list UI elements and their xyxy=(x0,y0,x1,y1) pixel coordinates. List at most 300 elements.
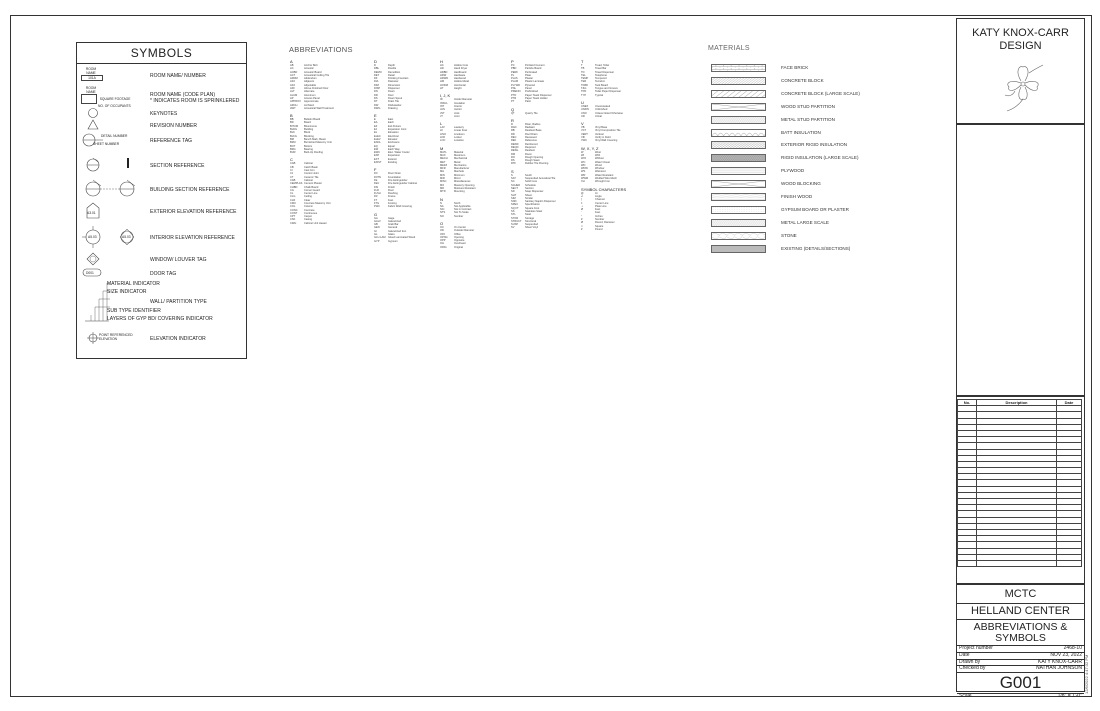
abbreviation-meaning: Not To Scale xyxy=(454,211,469,215)
abbreviation-entry xyxy=(581,139,635,142)
abbreviation-meaning: Approximate xyxy=(304,100,319,104)
material-label: METAL LARGE SCALE xyxy=(781,219,829,225)
abbreviation-code: OC xyxy=(440,225,444,229)
room-number-text: 101A xyxy=(81,75,103,81)
abbreviation-code: STOR xyxy=(511,216,519,220)
symbols-legend xyxy=(76,42,247,359)
abbreviation-meaning: Adjacent xyxy=(304,80,315,84)
abbreviation-code: SAT xyxy=(511,177,516,181)
abbreviation-group-letter: S xyxy=(511,168,514,174)
abbreviation-code: ACT xyxy=(290,73,296,77)
abbreviation-meaning: Equal xyxy=(388,144,395,148)
abbreviation-meaning: Linoleum xyxy=(454,132,465,136)
abbreviation-meaning: Plate xyxy=(525,73,531,77)
abbreviation-meaning: Panel xyxy=(525,87,532,91)
abbreviation-code: NA xyxy=(440,204,444,208)
abbreviation-code: # xyxy=(581,227,583,231)
room-code-label: ROOM NAME (CODE PLAN) xyxy=(150,92,216,98)
abbreviation-code: DS xyxy=(374,96,378,100)
abbreviation-meaning: Cabinet xyxy=(304,162,313,166)
abbreviation-meaning: Cabinet Unit Heater xyxy=(304,221,327,225)
abbreviation-meaning: Suspended xyxy=(525,223,539,227)
abbreviation-meaning: Masonry Opening xyxy=(454,183,475,187)
sheet-number-text: SHEET NUMBER xyxy=(93,142,120,146)
keynote-icon xyxy=(81,107,139,119)
abbreviation-code: OPP xyxy=(440,239,446,243)
abbreviation-meaning: Moisture Resistant xyxy=(454,186,476,190)
abbreviation-code: SUSP xyxy=(511,223,519,227)
abbreviation-code: RAD xyxy=(511,126,517,130)
project-info-value: NATHAN JOHNSON xyxy=(1035,665,1082,672)
abbreviation-code: DISP xyxy=(374,87,381,91)
abbreviation-meaning: Storage xyxy=(525,216,535,220)
abbreviation-meaning: Perforated xyxy=(525,70,538,74)
abbreviation-code: □ xyxy=(581,224,583,228)
abbreviation-meaning: Drawing xyxy=(388,106,398,110)
abbreviation-meaning: Sheet Vinyl xyxy=(525,226,539,230)
material-row xyxy=(709,167,909,177)
size-indicator-label: SIZE INDICATOR xyxy=(107,289,147,295)
abbreviation-code: BUR xyxy=(290,151,296,155)
abbreviation-meaning: Finish xyxy=(388,185,395,189)
abbreviation-code: EA xyxy=(374,121,378,125)
abbreviation-meaning: Overhead xyxy=(454,242,466,246)
abbreviation-code: MO xyxy=(440,183,445,187)
abbreviation-code: TD xyxy=(581,70,585,74)
abbreviation-code: AP xyxy=(290,96,294,100)
abbreviation-meaning: Opening xyxy=(454,235,464,239)
abbreviation-code: PT xyxy=(511,100,515,104)
material-row xyxy=(709,219,909,229)
title-block-blank-area xyxy=(956,124,1085,396)
abbreviation-code: HC xyxy=(440,64,444,67)
flower-logo-icon xyxy=(999,61,1045,113)
material-swatch xyxy=(711,167,766,175)
abbreviation-code: CI xyxy=(290,169,293,173)
material-row xyxy=(709,245,909,255)
abbreviation-code: LF xyxy=(440,129,444,133)
abbreviation-code: CONT xyxy=(290,211,298,215)
material-label: WOOD STUD PARTITION xyxy=(781,103,835,109)
material-row xyxy=(709,180,909,190)
abbreviation-meaning: Reinforced xyxy=(525,142,538,146)
abbreviation-code: UNFIN xyxy=(581,108,589,112)
abbreviation-group-letter: H xyxy=(440,59,443,64)
abbreviation-meaning: Stainless Steel xyxy=(525,209,543,213)
interior-elevation-ref-2: A5.03 xyxy=(122,235,131,239)
abbreviation-meaning: Elevation xyxy=(388,131,399,135)
abbreviation-meaning: Paper Towel Dispenser xyxy=(525,93,552,97)
material-row xyxy=(709,64,909,74)
abbreviation-code: ARCH xyxy=(290,103,298,107)
firm-logo-box xyxy=(956,18,1085,124)
abbreviation-meaning: Bulletin Board xyxy=(304,118,321,122)
abbreviation-meaning: Galvanized xyxy=(388,219,401,223)
door-tag-text: D001 xyxy=(86,271,94,275)
abbreviation-meaning: Inches xyxy=(595,214,603,218)
abbreviation-code: GEN xyxy=(374,226,380,230)
abbreviation-entry xyxy=(440,215,494,218)
abbreviation-meaning: Acoustic xyxy=(304,67,314,71)
abbreviation-code: BM xyxy=(290,137,294,141)
abbreviation-code: MR xyxy=(440,186,445,190)
abbreviation-meaning: Adjustable xyxy=(304,83,317,87)
abbreviation-meaning: Metal xyxy=(454,160,461,164)
abbreviation-group-letter: O xyxy=(440,220,444,226)
abbreviation-code: FR xyxy=(374,195,378,199)
exterior-elevation-ref-text: A3.01 xyxy=(87,211,96,215)
abbreviation-group-letter: T xyxy=(581,59,584,64)
abbreviation-meaning: Concrete xyxy=(304,208,315,212)
room-name-label: ROOM NAME/ NUMBER xyxy=(150,73,206,79)
abbreviation-meaning: Round, Diameter xyxy=(595,221,615,225)
abbreviation-meaning: Rubber Tile Flooring xyxy=(525,162,549,166)
abbreviation-code: QT xyxy=(511,111,515,115)
abbreviation-code: ELEC xyxy=(374,134,381,138)
abbreviation-code: MAX xyxy=(440,153,446,157)
abbreviation-code: LAV xyxy=(440,126,445,130)
abbreviation-entry xyxy=(374,161,428,164)
title-block xyxy=(956,18,1085,700)
scale-label: Scale xyxy=(959,693,972,700)
abbreviation-meaning: Cabinet xyxy=(304,178,313,182)
project-info-box xyxy=(956,584,1085,700)
abbreviation-meaning: Electrical xyxy=(388,134,399,138)
abbreviation-code: SS xyxy=(511,209,515,213)
abbreviation-meaning: Hardwood xyxy=(454,77,466,81)
abbreviation-meaning: Clear xyxy=(304,198,311,202)
abbreviation-code: PBD xyxy=(511,67,517,71)
abbreviation-meaning: Outside Diameter xyxy=(454,229,475,233)
material-swatch xyxy=(711,90,766,98)
abbreviation-meaning: South xyxy=(525,173,532,177)
abbreviation-code: SPEC xyxy=(511,203,519,207)
material-label: GYPSUM BOARD OR PLASTER xyxy=(781,206,849,212)
abbreviation-meaning: Demolition xyxy=(388,70,401,74)
abbreviation-meaning: Linear Feet xyxy=(454,129,468,133)
abbreviation-code: CLR xyxy=(290,198,296,202)
abbreviation-code: WR xyxy=(581,173,586,177)
abbreviation-code: LKR xyxy=(440,136,446,140)
abbreviation-meaning: Carpet xyxy=(304,215,312,219)
abbreviation-code: @ xyxy=(581,191,584,195)
material-label: STONE xyxy=(781,232,797,238)
wall-partition-type-label: WALL/ PARTITION TYPE xyxy=(150,299,207,305)
material-swatch xyxy=(711,193,766,201)
abbreviation-code: E xyxy=(374,118,376,122)
abbreviation-meaning: Center Line xyxy=(595,201,609,205)
abbreviation-code: BLKG xyxy=(290,134,297,138)
abbreviation-code: MECH xyxy=(440,157,448,161)
sub-type-identifier-label: SUB TYPE IDENTIFIER xyxy=(107,308,161,314)
abbreviation-code: LINO xyxy=(440,132,447,136)
project-client: MCTC xyxy=(1004,588,1037,600)
abbreviation-meaning: Hand Dryer xyxy=(454,67,468,71)
revision-triangle-icon xyxy=(81,119,139,131)
abbreviation-code: LOC xyxy=(440,139,446,143)
abbreviation-code: EJ xyxy=(374,128,378,132)
abbreviation-meaning: Hollow Metal xyxy=(454,80,469,84)
abbreviation-meaning: Particle Board xyxy=(525,67,542,71)
abbreviation-meaning: Toilet Paper Dispenser xyxy=(595,90,622,94)
abbreviation-code: AC xyxy=(290,67,294,71)
abbreviation-meaning: Column xyxy=(304,205,313,209)
abbreviation-meaning: Similar xyxy=(525,196,533,200)
abbreviation-code: BLDG xyxy=(290,128,298,132)
abbreviation-group-letter: I, J, K xyxy=(440,93,451,99)
abbreviation-code: AWT xyxy=(290,106,296,110)
exterior-elevation-label: EXTERIOR ELEVATION REFERENCE xyxy=(150,209,237,215)
abbreviation-code: PREFIN xyxy=(511,90,521,94)
abbreviation-code: SD xyxy=(511,190,515,194)
abbreviation-meaning: Ceramic Tile xyxy=(304,175,319,179)
abbreviation-meaning: Room xyxy=(525,152,532,156)
abbreviation-code: OD xyxy=(440,229,444,233)
abbreviation-meaning: Joist xyxy=(454,111,460,115)
plot-timestamp: 12/6/2022 4:47:32 PM xyxy=(1084,654,1089,694)
abbreviation-meaning: Solid Core xyxy=(525,180,538,184)
abbreviation-code: FTG xyxy=(374,201,380,205)
abbreviation-code: EXIST xyxy=(374,161,382,165)
abbreviation-code: REQD xyxy=(511,145,519,149)
abbreviation-meaning: Bearing xyxy=(304,147,313,151)
abbreviation-entry xyxy=(511,112,565,115)
abbreviation-code: PL xyxy=(511,73,515,77)
abbreviation-meaning: Section xyxy=(525,186,534,190)
abbreviation-meaning: Drinking Fountain xyxy=(388,77,409,81)
abbreviation-meaning: Manhole xyxy=(454,170,464,174)
abbreviation-meaning: Down xyxy=(388,90,395,94)
elevation-indicator-label: ELEVATION INDICATOR xyxy=(150,336,206,342)
abbreviation-code: SHT xyxy=(511,193,517,197)
scale-row xyxy=(957,693,1084,700)
abbreviation-meaning: East xyxy=(388,118,394,122)
abbreviation-group-letter: N xyxy=(440,196,443,202)
abbreviation-code: AB xyxy=(290,64,294,67)
abbreviation-meaning: Water Closet xyxy=(595,160,610,164)
abbreviation-meaning: Plastic Laminate xyxy=(525,80,545,84)
abbreviation-meaning: Interior xyxy=(454,104,463,108)
abbreviation-code: SIM xyxy=(511,196,516,200)
abbreviation-code: DIM xyxy=(374,83,379,87)
abbreviation-code: DF xyxy=(374,77,378,81)
project-info-value: NOV 23, 2022 xyxy=(1050,651,1082,658)
abbreviation-meaning: Elevator xyxy=(388,137,398,141)
material-label: FINISH WOOD xyxy=(781,194,813,199)
abbreviation-meaning: Dishwasher xyxy=(388,103,402,107)
abbreviation-code: VB xyxy=(581,126,585,130)
firm-name-line-1: KATY KNOX-CARR xyxy=(972,27,1069,39)
abbreviation-code: ID xyxy=(440,98,443,102)
abbreviation-meaning: Gage xyxy=(388,216,395,220)
occupants-text: NO. OF OCCUPANTS xyxy=(98,104,131,108)
project-info-value: 2468-10 xyxy=(1063,645,1082,651)
abbreviation-code: CMU xyxy=(290,201,296,205)
abbreviation-code: NO xyxy=(440,214,444,218)
abbreviation-code: T&G xyxy=(581,87,587,91)
abbreviation-code: Ø xyxy=(581,221,584,225)
project-info-list xyxy=(957,646,1084,673)
material-swatch xyxy=(711,103,766,111)
material-row xyxy=(709,193,909,203)
gyp-layers-indicator-label: LAYERS OF GYP BD/ COVERING INDICATOR xyxy=(107,316,213,322)
abbreviation-code: STL xyxy=(511,213,516,217)
interior-elevation-label: INTERIOR ELEVATION REFERENCE xyxy=(150,235,235,241)
material-row xyxy=(709,232,909,242)
abbreviation-meaning: Mezzanine xyxy=(454,163,467,167)
abbreviation-code: APPROX xyxy=(290,100,301,104)
abbreviation-meaning: Towel Bar xyxy=(595,67,607,71)
abbreviation-code: BD xyxy=(290,121,294,125)
abbreviation-code: WC xyxy=(581,160,586,164)
abbreviation-meaning: Location xyxy=(454,139,464,143)
section-reference-icon xyxy=(81,155,139,175)
abbreviation-code: HD xyxy=(440,67,444,71)
abbreviation-meaning: Corner Guard xyxy=(304,188,320,192)
abbreviation-code: REC xyxy=(511,136,517,140)
revision-date-header: Date xyxy=(1057,400,1082,406)
abbreviation-meaning: Height xyxy=(454,87,462,91)
abbreviation-code: AFF xyxy=(290,87,295,91)
abbreviation-meaning: Plywood xyxy=(525,83,535,87)
abbreviation-meaning: Welded Wire Mesh xyxy=(595,177,617,181)
abbreviation-meaning: Concrete Masonry Unit xyxy=(304,201,331,205)
abbreviation-code: MEZZ xyxy=(440,163,448,167)
abbreviation-code: RTF xyxy=(511,162,516,166)
abbreviation-code: # xyxy=(581,217,583,221)
abbreviation-code: CPT xyxy=(290,215,296,219)
abbreviation-code: W xyxy=(581,150,584,154)
material-label: EXISTING (DETAILS/SECTIONS) xyxy=(781,245,851,251)
abbreviation-code: SECT xyxy=(511,186,518,190)
abbreviation-meaning: Galvanized Iron xyxy=(388,229,407,233)
keynotes-label: KEYNOTES xyxy=(150,111,178,117)
abbreviation-code: STRUCT xyxy=(511,219,522,223)
abbreviation-group-letter: SYMBOL CHARACTERS xyxy=(581,186,627,192)
abbreviation-code: EXT xyxy=(374,157,380,161)
room-name-text: ROOM NAME xyxy=(85,67,97,75)
abbreviation-code: FT xyxy=(374,198,378,202)
abbreviation-code: SQ FT xyxy=(511,206,519,210)
revision-table-box xyxy=(956,396,1085,584)
abbreviation-meaning: Dimension xyxy=(388,83,401,87)
abbreviation-meaning: Anchor Bolt xyxy=(304,64,318,67)
abbreviation-meaning: Vertical xyxy=(595,132,604,136)
abbreviation-meaning: Number xyxy=(595,217,605,221)
abbreviation-meaning: Joint xyxy=(454,114,460,118)
firm-name-line-2: DESIGN xyxy=(999,40,1042,52)
abbreviation-code: ∠ xyxy=(581,194,584,198)
abbreviation-meaning: Above Finished Floor xyxy=(304,87,329,91)
revision-table xyxy=(957,399,1082,567)
abbreviation-code: WD xyxy=(581,163,586,167)
abbreviation-meaning: Double xyxy=(388,67,397,71)
abbreviation-meaning: Hardboard xyxy=(454,70,467,74)
abbreviation-meaning: Janitor xyxy=(454,108,462,112)
abbreviation-meaning: Gypsum xyxy=(388,239,398,243)
abbreviation-code: ELEV xyxy=(374,137,381,141)
abbreviation-meaning: Center Line xyxy=(304,192,318,196)
abbreviation-code: EL xyxy=(374,131,378,135)
abbreviation-meaning: Casing xyxy=(304,218,313,222)
material-row xyxy=(709,90,909,100)
abbreviation-meaning: Blocking xyxy=(304,134,314,138)
abbreviation-code: MATL xyxy=(440,150,447,154)
abbreviation-code: ORIG xyxy=(440,245,447,249)
abbreviation-code: PLAM xyxy=(511,80,519,84)
material-row xyxy=(709,116,909,126)
abbreviation-entry xyxy=(581,94,635,97)
abbreviation-code: VCT xyxy=(581,129,587,133)
abbreviation-code: MIN xyxy=(440,173,445,177)
abbreviation-code: EW xyxy=(374,147,379,151)
abbreviation-code: FEC xyxy=(374,182,380,186)
material-swatch xyxy=(711,245,766,253)
abbreviation-code: NIC xyxy=(440,208,445,212)
material-label: RIGID INSULATION (LARGE SCALE) xyxy=(781,155,859,161)
firm-name xyxy=(957,27,1084,53)
abbreviation-column xyxy=(374,56,428,243)
abbreviation-code: UNO xyxy=(581,111,587,115)
abbreviation-code: PNL xyxy=(511,87,517,91)
abbreviation-meaning: Exterior xyxy=(388,157,397,161)
abbreviation-entry xyxy=(440,246,494,249)
abbreviation-meaning: Tack Board xyxy=(595,83,608,87)
detail-number-text: DETAIL NUMBER xyxy=(101,134,128,138)
abbreviation-meaning: Radiator xyxy=(525,126,535,130)
abbreviation-code: DN xyxy=(374,90,378,94)
abbreviation-code: RD xyxy=(511,132,515,136)
material-swatch xyxy=(711,116,766,124)
room-code-tag-graphic xyxy=(81,86,139,108)
abbreviation-code: WI xyxy=(581,153,585,157)
abbreviation-meaning: Schedule xyxy=(525,183,536,187)
abbreviation-code: HT xyxy=(440,87,444,91)
abbreviation-code: GLU-LAM xyxy=(374,236,386,240)
project-info-label: Date xyxy=(959,651,970,658)
abbreviation-meaning: Reference xyxy=(525,139,537,143)
abbreviation-entry xyxy=(290,222,344,225)
abbreviation-meaning: Not in Contract xyxy=(454,208,472,212)
abbreviation-code: RO xyxy=(511,155,515,159)
material-label: FACE BRICK xyxy=(781,65,809,70)
sprinkler-note: * INDICATES ROOM IS SPRINKLERED xyxy=(150,98,240,104)
abbreviation-meaning: Sanitary Napkin Dispenser xyxy=(525,200,556,204)
abbreviation-code: ¢ xyxy=(581,201,583,205)
abbreviation-code: JST xyxy=(440,111,445,115)
room-name-tag-graphic xyxy=(81,67,139,81)
material-swatch xyxy=(711,232,766,240)
abbreviation-meaning: Burnished Masonry Unit xyxy=(304,141,332,145)
abbreviation-meaning: Sheet xyxy=(525,193,532,197)
abbreviation-meaning: Soap Dispenser xyxy=(525,190,544,194)
abbreviation-code: TYP xyxy=(581,93,587,97)
abbreviation-meaning: Minimum xyxy=(454,173,465,177)
abbreviation-code: N xyxy=(440,201,442,205)
abbreviation-meaning: Acoustical Ceiling Tile xyxy=(304,73,330,77)
abbreviation-meaning: Horizontal xyxy=(454,83,466,87)
abbreviation-meaning: Board xyxy=(304,121,311,125)
abbreviation-code: FWC xyxy=(374,205,380,209)
abbreviation-group-letter: B xyxy=(290,113,293,119)
material-row xyxy=(709,77,909,87)
abbreviation-code: JAN xyxy=(440,108,445,112)
abbreviation-meaning: Tongue and Groove xyxy=(595,87,618,91)
abbreviation-code: OFF xyxy=(440,232,446,236)
abbreviation-code: TB xyxy=(581,67,585,71)
abbreviation-meaning: Prefinished xyxy=(525,90,538,94)
building-section-icon xyxy=(81,177,139,201)
